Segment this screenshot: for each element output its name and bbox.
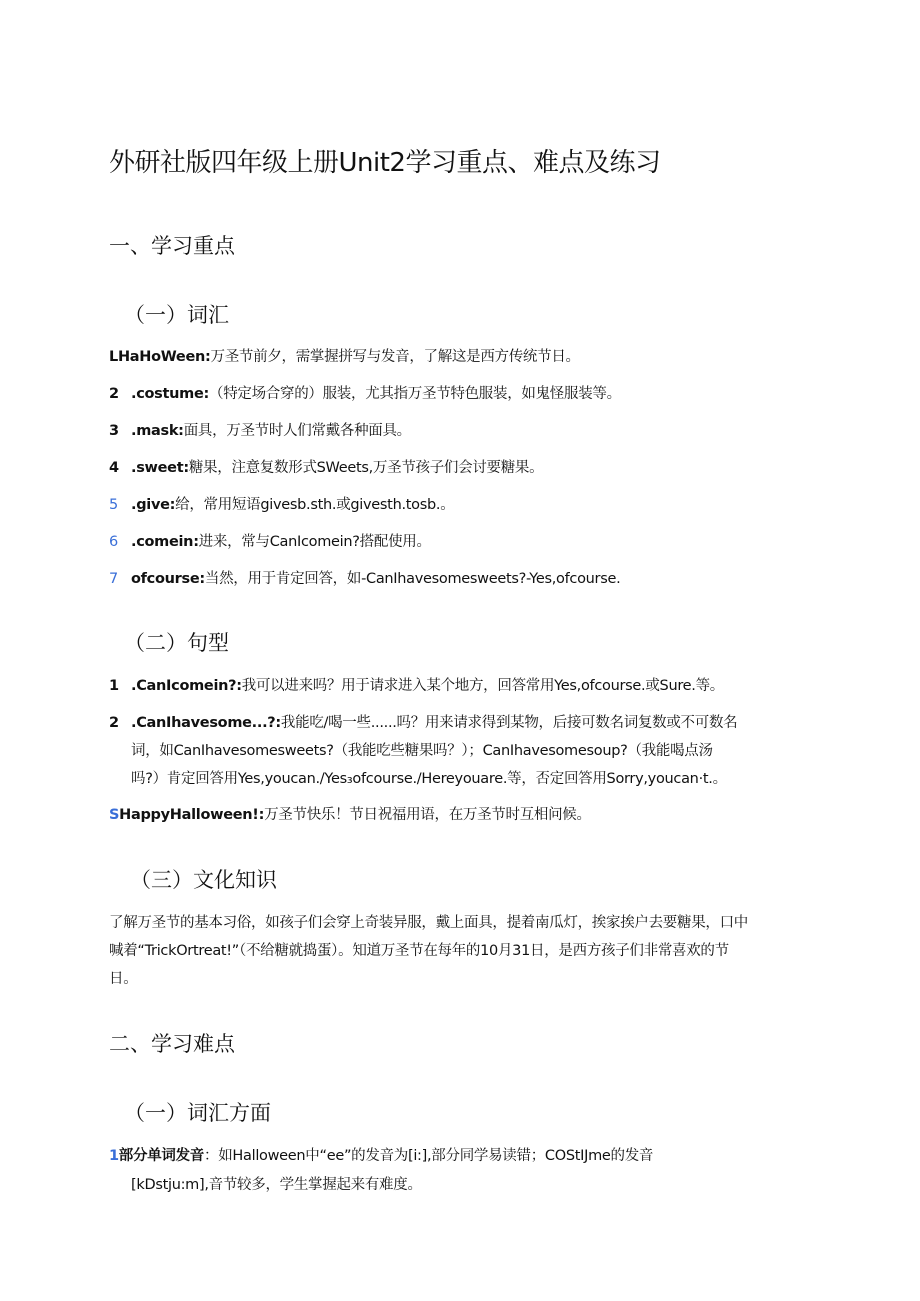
vocab-term: .comein: xyxy=(131,534,199,550)
vocab-item xyxy=(109,456,543,477)
culture-paragraph-line: 日。 xyxy=(109,971,138,987)
sentence-desc-continued: 吗?）肯定回答用Yes,youcan./Yes₃ofcourse./Hereyouare.等，否定回答用Sorry,youcan·t.。 xyxy=(131,771,727,787)
vocab-item xyxy=(109,382,621,403)
subsection-heading-vocab: （一）词汇 xyxy=(124,303,229,327)
subsection-heading-vocab-aspect: （一）词汇方面 xyxy=(124,1101,271,1125)
sentence-desc: 我能吃/喝一些......吗？用来请求得到某物，后接可数名词复数或不可数名 xyxy=(280,715,738,731)
item-number: 3 xyxy=(109,423,119,439)
vocab-term: LHaHoWeen: xyxy=(109,349,211,365)
sentence-term: .CanIcomein?: xyxy=(131,678,242,694)
vocab-item xyxy=(109,493,454,514)
item-number: 1 xyxy=(109,678,119,694)
item-number: 6 xyxy=(109,534,118,550)
page-title: 外研社版四年级上册Unit2学习重点、难点及练习 xyxy=(109,148,661,178)
difficulty-item xyxy=(109,1144,653,1165)
vocab-desc: 面具，万圣节时人们常戴各种面具。 xyxy=(183,423,411,439)
sentence-desc: 万圣节快乐！节日祝福用语，在万圣节时互相问候。 xyxy=(264,807,591,823)
vocab-item xyxy=(109,419,411,440)
difficulty-desc-continued: [kDstju:m],音节较多，学生掌握起来有难度。 xyxy=(131,1177,422,1193)
vocab-item xyxy=(109,345,580,366)
item-number: 5 xyxy=(109,497,118,513)
sentence-desc-continued: 词，如CanIhavesomesweets?（我能吃些糖果吗？）；CanIhavesomesoup?（我能喝点汤 xyxy=(131,743,713,759)
item-number: 2 xyxy=(109,386,119,402)
sentence-item xyxy=(109,674,724,695)
vocab-item xyxy=(109,530,431,551)
vocab-item xyxy=(109,567,620,588)
section-heading-difficulties: 二、学习难点 xyxy=(109,1032,235,1056)
subsection-heading-sentences: （二）句型 xyxy=(124,631,229,655)
item-number: 4 xyxy=(109,460,119,476)
section-heading-key-points: 一、学习重点 xyxy=(109,234,235,258)
difficulty-desc: ：如Halloween中“ee”的发音为[i:],部分同学易读错；COStIJme的发音 xyxy=(204,1148,654,1164)
sentence-term: HappyHalloween!: xyxy=(119,807,265,823)
vocab-term: .costume: xyxy=(131,386,209,402)
item-number: 1 xyxy=(109,1148,119,1164)
vocab-desc: 进来，常与CanIcomein?搭配使用。 xyxy=(198,534,431,550)
culture-paragraph-line: 了解万圣节的基本习俗，如孩子们会穿上奇装异服，戴上面具，提着南瓜灯，挨家挨户去要糖果，口中 xyxy=(109,915,748,931)
subsection-heading-culture: （三）文化知识 xyxy=(130,868,277,892)
sentence-term: .CanIhavesome...?: xyxy=(131,715,281,731)
difficulty-term: 部分单词发音 xyxy=(118,1148,204,1164)
sentence-item xyxy=(109,803,591,824)
item-number: 7 xyxy=(109,571,118,587)
sentence-desc: 我可以进来吗？用于请求进入某个地方，回答常用Yes,ofcourse.或Sure.等。 xyxy=(241,678,725,694)
vocab-term: .mask: xyxy=(131,423,184,439)
vocab-desc: 当然，用于肯定回答，如-CanIhavesomesweets?-Yes,ofcourse. xyxy=(204,571,621,587)
vocab-desc: 糖果，注意复数形式SWeets,万圣节孩子们会讨要糖果。 xyxy=(188,460,544,476)
vocab-desc: 给，常用短语givesb.sth.或givesth.tosb.。 xyxy=(175,497,455,513)
vocab-term: .sweet: xyxy=(131,460,189,476)
item-number: 2 xyxy=(109,715,119,731)
culture-paragraph-line: 喊着“TrickOrtreat!”（不给糖就捣蛋）。知道万圣节在每年的10月31日，是西方孩子们非常喜欢的节 xyxy=(109,943,729,959)
sentence-item xyxy=(109,711,737,732)
vocab-desc: 万圣节前夕，需掌握拼写与发音，了解这是西方传统节日。 xyxy=(210,349,580,365)
vocab-desc: （特定场合穿的）服装，尤其指万圣节特色服装，如鬼怪服装等。 xyxy=(209,386,621,402)
vocab-term: ofcourse: xyxy=(131,571,205,587)
item-number: S xyxy=(109,807,120,823)
vocab-term: .give: xyxy=(131,497,176,513)
